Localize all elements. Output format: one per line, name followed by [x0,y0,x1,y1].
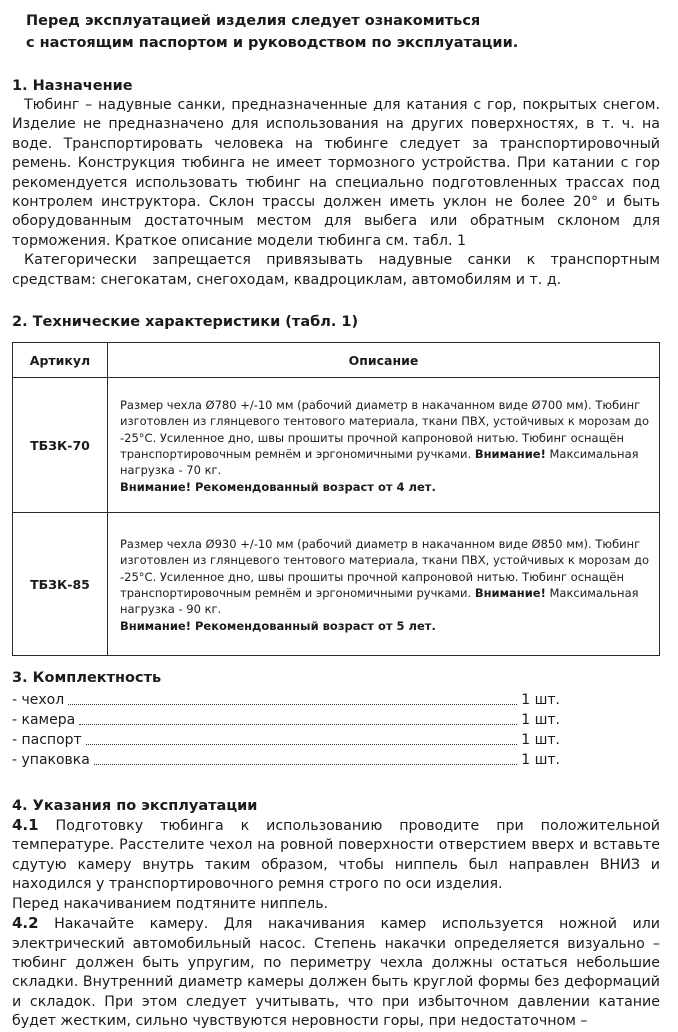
section-1-title: 1. Назначение [12,78,133,94]
max-load-text: Максимальная нагрузка - 70 кг. [120,447,639,478]
paragraph-text: Подготовку тюбинга к использованию проводите при положительной температуре. Расстелите чехол на ровной поверхности отверстием вверх и вставьте сдутую камеру внутрь таким образом, чтобы ниппель был направлен ВНИЗ и находился у транспортировочного ремня строго по оси изделия. [12,818,660,893]
age-warning: Внимание! Рекомендованный возраст от 4 лет. [120,479,436,494]
usage-paragraph-4-1 [12,816,660,895]
kit-item-qty: 1 шт. [521,752,560,769]
section-specs [12,312,660,656]
kit-item-qty: 1 шт. [521,712,560,729]
col-header-article: Артикул [13,343,108,378]
section-kit [12,668,660,770]
section-4-title: 4. Указания по эксплуатации [12,798,258,815]
table-row [13,513,660,656]
list-item [12,710,560,730]
section-purpose [12,76,660,290]
age-warning: Внимание! Рекомендованный возраст от 5 лет. [120,618,436,633]
intro-line-1: Перед эксплуатацией изделия следует ознакомиться [26,13,481,29]
description-cell [108,513,660,656]
kit-item-qty: 1 шт. [521,692,560,709]
intro-notice [26,10,660,54]
dot-leader [94,750,517,765]
dot-leader [86,730,518,745]
kit-item-name: - упаковка [12,752,90,769]
kit-item-name: - паспорт [12,732,82,749]
paragraph-number: 4.2 [12,914,39,933]
article-cell: ТБЗК-70 [13,378,108,513]
description-cell [108,378,660,513]
specs-table [12,342,660,656]
specs-header-row [13,343,660,378]
kit-item-qty: 1 шт. [521,732,560,749]
paragraph-text: Накачайте камеру. Для накачивания камер используется ножной или электрический автомобильный насос. Степень накачки определяется визуально – тюбинг должен быть упругим, по периметру чехла должны остаться небольшие складки. Внутренний диаметр камеры должен быть круглой формы без деформаций и складок. При этом следует учитывать, что при избыточном давлении катание будет жестким, сильно чувствуются неровности горы, при недостаточном – [12,916,660,1030]
max-load-text: Максимальная нагрузка - 90 кг. [120,586,639,617]
col-header-description: Описание [108,343,660,378]
article-cell: ТБЗК-85 [13,513,108,656]
list-item [12,690,560,710]
list-item [12,750,560,770]
list-item [12,730,560,750]
table-row [13,378,660,513]
paragraph-number: 4.1 [12,816,39,835]
kit-item-name: - камера [12,712,76,729]
warning-label: Внимание! [474,447,546,462]
section-1-paragraph-2: Категорически запрещается привязывать надувные санки к транспортным средствам: снегокатам, снегоходам, квадроциклам, автомобилям и т. д. [12,252,660,288]
section-usage [12,796,660,1031]
usage-paragraph-4-2 [12,914,660,1031]
description-text: Размер чехла Ø930 +/-10 мм (рабочий диаметр в накачанном виде Ø850 мм). Тюбинг изготовлен из глянцевого тентового материала, ткани ПВХ, устойчивых к морозам до -25°С. Усиленное дно, швы прошиты прочной капроновой нитью. Тюбинг оснащён транспортировочным ремнём и эргономичными ручками. [120,536,650,601]
section-1-paragraph-1: Тюбинг – надувные санки, предназначенные для катания с гор, покрытых снегом. Изделие не предназначено для использования на других поверхностях, в т. ч. на воде. Транспортировать человека на тюбинге следует за транспортировочный ремень. Конструкция тюбинга не имеет тормозного устройства. При катании с гор рекомендуется использовать тюбинг на специально подготовленных трассах под контролем инструктора. Склон трассы должен иметь уклон не более 20° и быть оборудованным достаточным местом для выбега или обратным склоном для торможения. Краткое описание модели тюбинга см. табл. 1 [12,97,660,249]
section-2-title: 2. Технические характеристики (табл. 1) [12,314,359,331]
description-text: Размер чехла Ø780 +/-10 мм (рабочий диаметр в накачанном виде Ø700 мм). Тюбинг изготовлен из глянцевого тентового материала, ткани ПВХ, устойчивых к морозам до -25°С. Усиленное дно, швы прошиты прочной капроновой нитью. Тюбинг оснащён транспортировочным ремнём и эргономичными ручками. [120,397,650,462]
dot-leader [79,710,517,725]
warning-label: Внимание! [474,586,546,601]
section-3-title: 3. Комплектность [12,670,162,687]
kit-list [12,690,660,770]
kit-item-name: - чехол [12,692,65,709]
usage-note: Перед накачиванием подтяните ниппель. [12,895,329,912]
intro-line-2: с настоящим паспортом и руководством по эксплуатации. [26,35,519,51]
dot-leader [68,690,517,705]
